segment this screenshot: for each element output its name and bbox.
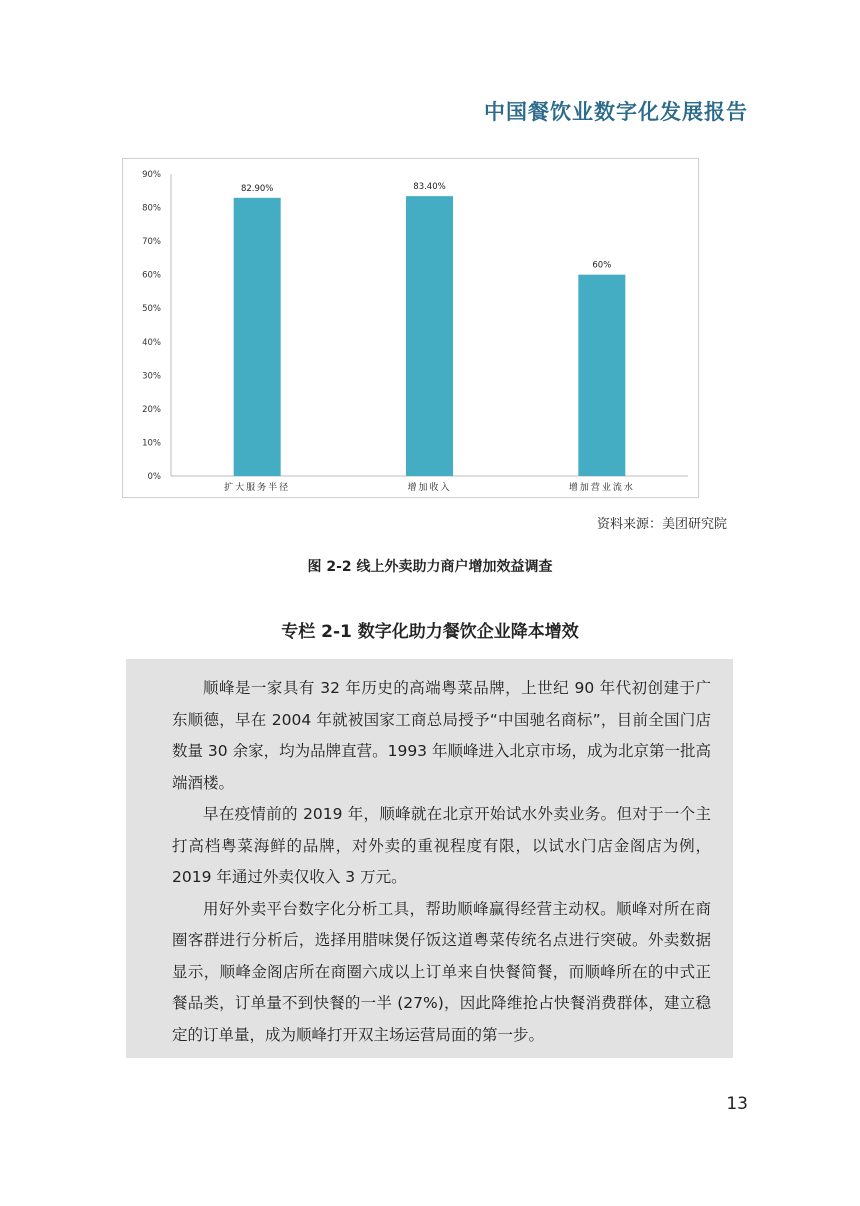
figure-caption: 图 2-2 线上外卖助力商户增加效益调查 xyxy=(307,559,553,575)
bar-value-label: 60% xyxy=(592,260,612,271)
bar xyxy=(234,198,281,476)
y-tick-label: 30% xyxy=(142,371,161,382)
bar-chart-svg xyxy=(123,159,698,497)
y-tick-label: 60% xyxy=(142,270,161,281)
y-tick-label: 50% xyxy=(142,304,161,315)
box-paragraph-2: 早在疫情前的 2019 年，顺峰就在北京开始试水外卖业务。但对于一个主打高档粤菜海鲜的品牌，对外卖的重视程度有限，以试水门店金阁店为例，2019 年通过外卖仅收入 3 万元。 xyxy=(172,805,711,886)
y-tick-label: 70% xyxy=(142,237,161,248)
x-category-label: 增加营业流水 xyxy=(568,483,635,493)
bar-value-label: 82.90% xyxy=(240,183,274,194)
box-paragraph-1: 顺峰是一家具有 32 年历史的高端粤菜品牌，上世纪 90 年代初创建于广东顺德，早在 2004 年就被国家工商总局授予“中国驰名商标”，目前全国门店数量 30 余家，均为品牌直营。1993 年顺峰进入北京市场，成为北京第一批高端酒楼。 xyxy=(172,679,711,792)
y-tick-label: 80% xyxy=(142,203,161,214)
y-tick-label: 20% xyxy=(142,404,161,415)
y-tick-label: 0% xyxy=(147,472,161,482)
box-paragraph-3: 用好外卖平台数字化分析工具，帮助顺峰赢得经营主动权。顺峰对所在商圈客群进行分析后，选择用腊味煲仔饭这道粤菜传统名点进行突破。外卖数据显示，顺峰金阁店所在商圈六成以上订单来自快餐简餐，而顺峰所在的中式正餐品类，订单量不到快餐的一半 (27%)，因此降维抢占快餐消费群体，建立稳定的订单量，成为顺峰打开双主场运营局面的第一步。 xyxy=(172,899,711,1044)
page-number: 13 xyxy=(726,1094,748,1114)
x-category-label: 增加收入 xyxy=(407,483,452,493)
x-category-label: 扩大服务半径 xyxy=(224,483,291,493)
bar-value-label: 83.40% xyxy=(413,182,446,193)
bar xyxy=(578,275,625,476)
bar-chart xyxy=(122,158,699,498)
bar xyxy=(406,196,453,476)
column-box-title: 专栏 2-1 数字化助力餐饮企业降本增效 xyxy=(281,622,579,642)
y-tick-label: 40% xyxy=(142,337,161,348)
y-tick-label: 10% xyxy=(142,438,161,449)
y-tick-label: 90% xyxy=(142,170,161,180)
chart-source: 资料来源：美团研究院 xyxy=(596,517,727,532)
report-title: 中国餐饮业数字化发展报告 xyxy=(484,100,748,124)
column-box xyxy=(126,659,733,1058)
